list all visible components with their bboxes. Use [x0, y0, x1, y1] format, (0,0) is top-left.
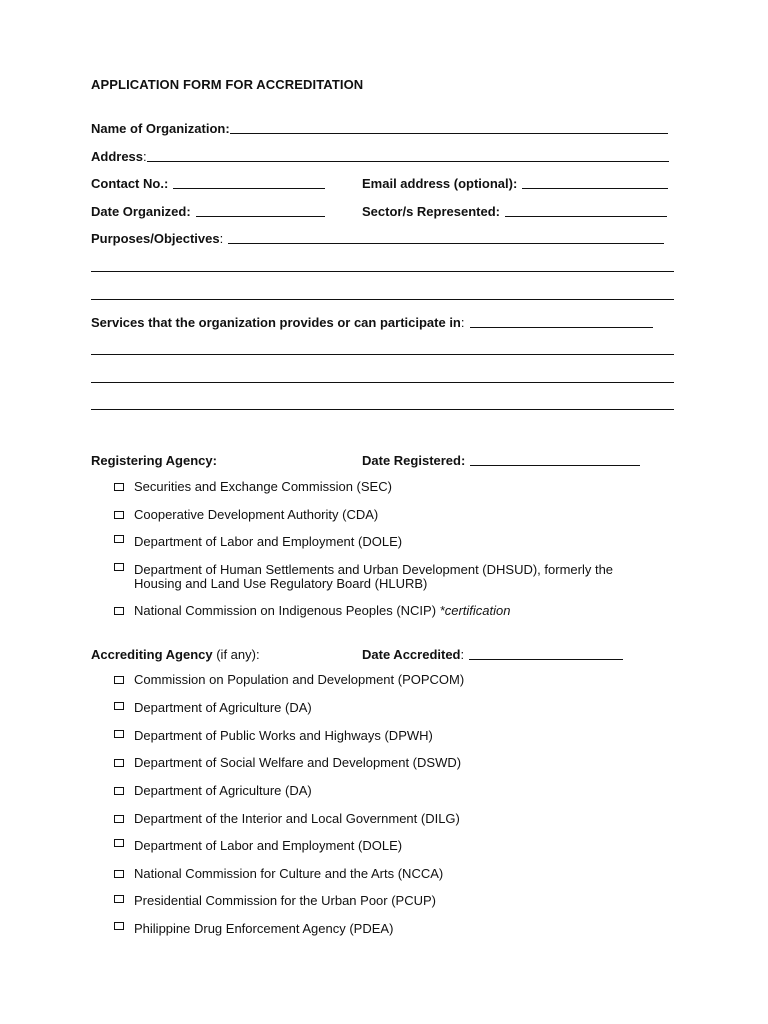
- registering-option-sec[interactable]: [114, 480, 654, 494]
- date-organized-field[interactable]: [196, 204, 325, 217]
- option-label-wrap: [134, 604, 654, 618]
- accrediting-agency-row: [91, 644, 260, 662]
- purposes-row: [91, 228, 664, 246]
- date-organized-label: Date Organized:: [91, 204, 191, 219]
- address-row: [91, 146, 669, 164]
- checkbox-icon[interactable]: [114, 787, 124, 795]
- option-label: Department of Public Works and Highways (DPWH): [134, 728, 433, 743]
- address-field[interactable]: [147, 149, 669, 162]
- services-field[interactable]: [470, 315, 653, 328]
- services-line-3[interactable]: [91, 382, 674, 383]
- date-registered-row: [362, 450, 640, 468]
- option-label: Securities and Exchange Commission (SEC): [134, 479, 392, 494]
- date-accredited-colon: :: [460, 647, 465, 662]
- purposes-line-2[interactable]: [91, 271, 674, 272]
- checkbox-icon[interactable]: [114, 511, 124, 519]
- address-label: Address: [91, 149, 144, 164]
- services-label: Services that the organization provides or can participate in: [91, 315, 461, 330]
- services-colon: :: [460, 315, 465, 330]
- option-label: Department of Agriculture (DA): [134, 700, 312, 715]
- purposes-field[interactable]: [228, 231, 664, 244]
- checkbox-icon[interactable]: [114, 895, 124, 903]
- name-row: [91, 118, 668, 136]
- contact-field[interactable]: [173, 176, 325, 189]
- checkbox-icon[interactable]: [114, 730, 124, 738]
- date-accredited-field[interactable]: [469, 647, 623, 660]
- purposes-label: Purposes/Objectives: [91, 231, 220, 246]
- accrediting-option-da-2[interactable]: [114, 784, 654, 798]
- checkbox-icon[interactable]: [114, 702, 124, 710]
- date-organized-row: [91, 201, 325, 219]
- accrediting-option-pdea[interactable]: [114, 922, 654, 936]
- option-label: Department of Labor and Employment (DOLE): [134, 534, 403, 549]
- purposes-colon: :: [219, 231, 224, 246]
- sectors-label: Sector/s Represented:: [362, 204, 500, 219]
- services-line-2[interactable]: [91, 354, 674, 355]
- checkbox-icon[interactable]: [114, 759, 124, 767]
- accrediting-option-dpwh[interactable]: [114, 729, 654, 743]
- checkbox-icon[interactable]: [114, 870, 124, 878]
- option-label: National Commission for Culture and the Arts (NCCA): [134, 866, 444, 881]
- registering-option-dole[interactable]: [114, 535, 654, 549]
- services-line-4[interactable]: [91, 409, 674, 410]
- contact-row: [91, 173, 325, 191]
- sectors-row: [362, 201, 667, 219]
- option-label: Philippine Drug Enforcement Agency (PDEA): [134, 921, 394, 936]
- accrediting-option-da[interactable]: [114, 701, 654, 715]
- date-registered-label: Date Registered:: [362, 453, 466, 468]
- option-label: Department of the Interior and Local Government (DILG): [134, 811, 460, 826]
- purposes-line-3[interactable]: [91, 299, 674, 300]
- checkbox-icon[interactable]: [114, 607, 124, 615]
- form-title: APPLICATION FORM FOR ACCREDITATION: [91, 77, 364, 92]
- checkbox-icon[interactable]: [114, 922, 124, 930]
- checkbox-icon[interactable]: [114, 483, 124, 491]
- option-label: Presidential Commission for the Urban Poor (PCUP): [134, 893, 436, 908]
- name-field[interactable]: [230, 121, 668, 134]
- email-label: Email address (optional):: [362, 176, 518, 191]
- email-field[interactable]: [522, 176, 668, 189]
- accrediting-option-popcom[interactable]: [114, 673, 654, 687]
- name-label: Name of Organization:: [91, 121, 230, 136]
- checkbox-icon[interactable]: [114, 815, 124, 823]
- registering-agency-label: Registering Agency:: [91, 453, 217, 468]
- sectors-field[interactable]: [505, 204, 667, 217]
- accrediting-agency-label: Accrediting Agency: [91, 647, 213, 662]
- services-row: [91, 312, 653, 330]
- date-accredited-label: Date Accredited: [362, 647, 461, 662]
- email-row: [362, 173, 668, 191]
- contact-label: Contact No.:: [91, 176, 169, 191]
- accrediting-option-dswd[interactable]: [114, 756, 654, 770]
- checkbox-icon[interactable]: [114, 563, 124, 571]
- option-label: Department of Social Welfare and Development (DSWD): [134, 755, 462, 770]
- certification-note: *certification: [439, 603, 511, 618]
- date-accredited-row: [362, 644, 623, 662]
- accrediting-agency-suffix: (if any):: [212, 647, 260, 662]
- accrediting-option-ncca[interactable]: [114, 867, 654, 881]
- registering-agency-row: [91, 450, 217, 468]
- registering-option-cda[interactable]: [114, 508, 654, 522]
- option-label: Department of Agriculture (DA): [134, 783, 312, 798]
- option-label: Commission on Population and Development (POPCOM): [134, 672, 465, 687]
- address-colon: :: [143, 149, 147, 164]
- option-label: Department of Labor and Employment (DOLE): [134, 838, 403, 853]
- option-label: Department of Human Settlements and Urban Development (DHSUD), formerly the Housing and Land Use Regulatory Board (HLURB): [134, 562, 614, 591]
- option-label: National Commission on Indigenous Peoples (NCIP): [134, 603, 437, 618]
- checkbox-icon[interactable]: [114, 535, 124, 543]
- date-registered-field[interactable]: [470, 453, 640, 466]
- accrediting-option-dilg[interactable]: [114, 812, 654, 826]
- registering-option-ncip[interactable]: [114, 604, 654, 618]
- option-label: Cooperative Development Authority (CDA): [134, 507, 379, 522]
- checkbox-icon[interactable]: [114, 839, 124, 847]
- accrediting-option-pcup[interactable]: [114, 894, 654, 908]
- accrediting-option-dole[interactable]: [114, 839, 654, 853]
- checkbox-icon[interactable]: [114, 676, 124, 684]
- registering-option-dhsud[interactable]: [114, 563, 654, 591]
